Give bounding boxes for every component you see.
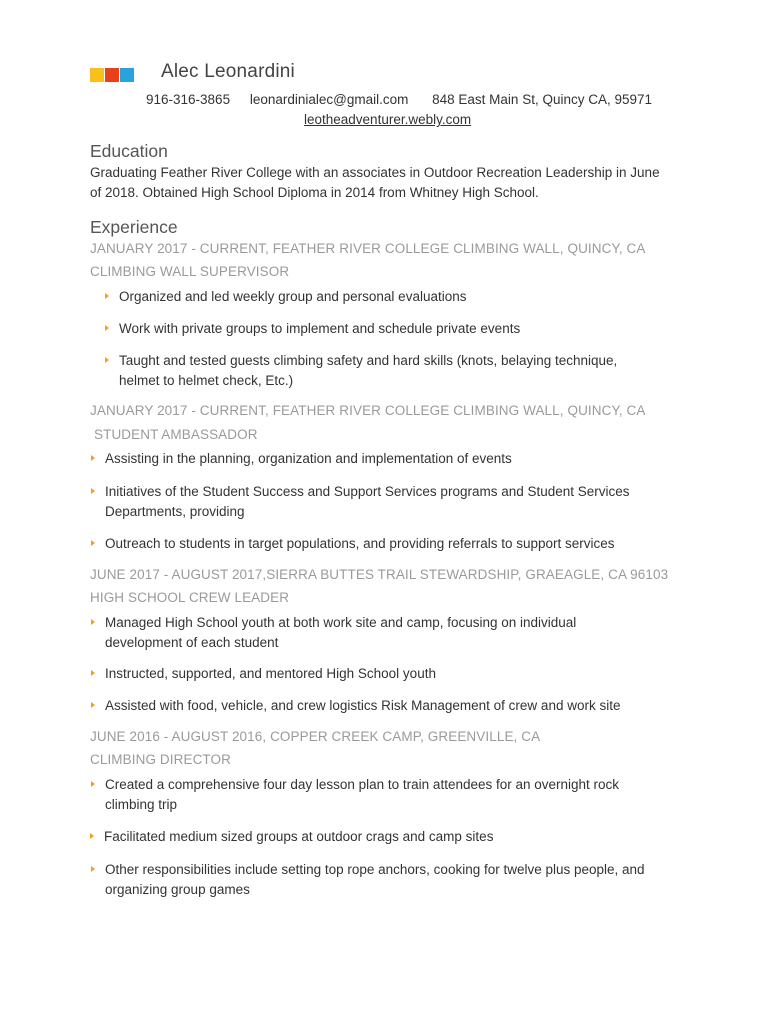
logo-square-yellow xyxy=(90,68,104,82)
bullet-arrow-icon xyxy=(90,833,94,839)
job-date: JANUARY 2017 - CURRENT, FEATHER RIVER COLLEGE CLIMBING WALL, QUINCY, CA xyxy=(90,241,646,256)
education-text: Graduating Feather River College with an associates in Outdoor Recreation Leadership in June of 2018. Obtained High School Diploma in 2014 from Whitney High School. xyxy=(90,165,660,200)
bullet-arrow-icon xyxy=(91,866,95,872)
experience-heading: Experience xyxy=(90,217,178,237)
postal-address: 848 East Main St, Quincy CA, 95971 xyxy=(432,92,653,107)
logo-square-blue xyxy=(120,68,134,82)
job-role: STUDENT AMBASSADOR xyxy=(94,427,258,442)
contact-line xyxy=(146,92,652,107)
bullet-arrow-icon xyxy=(105,357,109,363)
job-date: JANUARY 2017 - CURRENT, FEATHER RIVER COLLEGE CLIMBING WALL, QUINCY, CA xyxy=(90,403,646,418)
bullet-arrow-icon xyxy=(91,488,95,494)
list-item: Created a comprehensive four day lesson plan to train attendees for an overnight rock climbing trip xyxy=(91,775,656,814)
bullet-arrow-icon xyxy=(105,293,109,299)
job-role: HIGH SCHOOL CREW LEADER xyxy=(90,590,290,605)
education-heading: Education xyxy=(90,141,168,161)
email-address[interactable]: leonardinialec@gmail.com xyxy=(249,92,409,107)
job-role: CLIMBING DIRECTOR xyxy=(90,752,231,767)
bullet-arrow-icon xyxy=(91,619,95,625)
list-item: Assisted with food, vehicle, and crew logistics Risk Management of crew and work site xyxy=(91,696,661,716)
job-date: JUNE 2016 - AUGUST 2016, COPPER CREEK CAMP, GREENVILLE, CA xyxy=(90,729,541,744)
list-item: Other responsibilities include setting top rope anchors, cooking for twelve plus people, and organizing group games xyxy=(91,860,661,899)
job-date: JUNE 2017 - AUGUST 2017,SIERRA BUTTES TRAIL STEWARDSHIP, GRAEAGLE, CA 96103 xyxy=(90,567,669,582)
list-item: Managed High School youth at both work site and camp, focusing on individual development of each student xyxy=(91,613,631,652)
logo-square-red xyxy=(105,68,119,82)
bullet-arrow-icon xyxy=(91,540,95,546)
logo-squares xyxy=(90,68,134,82)
list-item: Outreach to students in target populations, and providing referrals to support services xyxy=(91,534,661,554)
applicant-name: Alec Leonardini xyxy=(161,61,295,82)
job-role: CLIMBING WALL SUPERVISOR xyxy=(90,264,290,279)
list-item: Taught and tested guests climbing safety and hard skills (knots, belaying technique, helmet to helmet check, Etc.) xyxy=(105,351,660,390)
bullet-arrow-icon xyxy=(91,455,95,461)
list-item: Initiatives of the Student Success and Support Services programs and Student Services Departments, providing xyxy=(91,482,661,521)
list-item: Assisting in the planning, organization and implementation of events xyxy=(91,449,651,469)
bullet-arrow-icon xyxy=(91,670,95,676)
list-item: Organized and led weekly group and personal evaluations xyxy=(105,287,665,307)
bullet-arrow-icon xyxy=(91,781,95,787)
bullet-arrow-icon xyxy=(91,702,95,708)
list-item: Work with private groups to implement and schedule private events xyxy=(105,319,665,339)
bullet-arrow-icon xyxy=(105,325,109,331)
list-item: Instructed, supported, and mentored High School youth xyxy=(91,664,651,684)
phone-number: 916-316-3865 xyxy=(146,92,231,107)
list-item: Facilitated medium sized groups at outdoor crags and camp sites xyxy=(90,827,650,847)
website-link[interactable]: leotheadventurer.webly.com xyxy=(304,112,472,127)
